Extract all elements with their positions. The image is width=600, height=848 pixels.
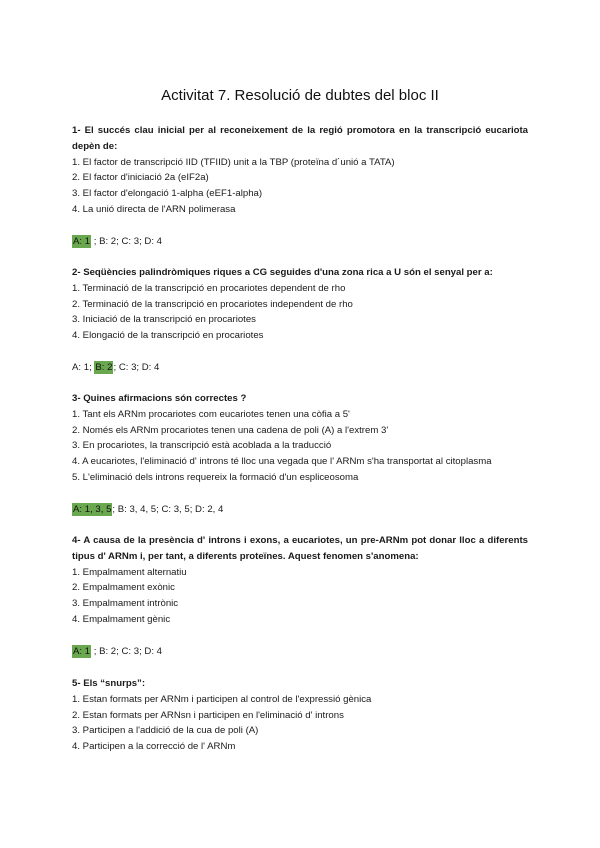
question-5-text: 5- Els “snurps”: bbox=[72, 678, 146, 689]
answer-4-correct: A: 1 bbox=[73, 646, 91, 657]
answer-2 bbox=[72, 361, 159, 375]
question-2 bbox=[72, 265, 528, 344]
question-1-option-1: 1. El factor de transcripció IID (TFIID) unit a la TBP (proteïna d´unió a TATA) bbox=[72, 156, 395, 168]
question-1-option-3: 3. El factor d'elongació 1-alpha (eEF1-alpha) bbox=[72, 188, 263, 200]
question-3-option-4: 4. A eucariotes, l'eliminació d' introns té lloc una vegada que l' ARNm s'ha transportat al citoplasma bbox=[72, 456, 492, 468]
answer-1 bbox=[72, 235, 162, 249]
question-3-option-5: 5. L'eliminació dels introns requereix la formació d'un espliceosoma bbox=[72, 471, 359, 483]
question-3-option-1: 1. Tant els ARNm procariotes com eucariotes tenen una còfia a 5' bbox=[72, 408, 350, 420]
answer-2-correct: B: 2 bbox=[95, 362, 113, 373]
question-5-option-1: 1. Estan formats per ARNm i participen al control de l'expressió gènica bbox=[72, 693, 372, 705]
question-1-option-2: 2. El factor d'iniciació 2a (eIF2a) bbox=[72, 172, 209, 184]
question-2-option-1: 1. Terminació de la transcripció en procariotes dependent de rho bbox=[72, 282, 346, 294]
answer-1-others: ; B: 2; C: 3; D: 4 bbox=[91, 236, 162, 247]
question-4-option-1: 1. Empalmament alternatiu bbox=[72, 566, 187, 578]
question-5 bbox=[72, 676, 528, 755]
question-3-text: 3- Quines afirmacions són correctes ? bbox=[72, 393, 247, 404]
question-2-text: 2- Seqüències palindròmiques riques a CG seguides d'una zona rica a U són el senyal per a: bbox=[72, 267, 493, 278]
answer-3-others: ; B: 3, 4, 5; C: 3, 5; D: 2, 4 bbox=[112, 504, 224, 515]
question-1-text: 1- El succés clau inicial per al reconeixement de la regió promotora en la transcripció eucariota depèn de: bbox=[72, 125, 528, 152]
answer-3-correct: A: 1, 3, 5 bbox=[73, 504, 112, 515]
answer-4-others: ; B: 2; C: 3; D: 4 bbox=[91, 646, 162, 657]
question-3 bbox=[72, 391, 528, 486]
question-5-option-3: 3. Participen a l'addició de la cua de poli (A) bbox=[72, 725, 259, 737]
question-4-text: 4- A causa de la presència d' introns i exons, a eucariotes, un pre-ARNm pot donar lloc a diferents tipus d' ARNm i, per tant, a diferents proteïnes. Aquest fenomen s'anomena: bbox=[72, 535, 528, 562]
page-title: Activitat 7. Resolució de dubtes del bloc II bbox=[161, 87, 439, 104]
answer-2-others: ; C: 3; D: 4 bbox=[113, 362, 160, 373]
question-4-option-3: 3. Empalmament intrònic bbox=[72, 598, 179, 610]
question-2-option-3: 3. Iniciació de la transcripció en procariotes bbox=[72, 314, 256, 326]
question-4-option-4: 4. Empalmament gènic bbox=[72, 613, 171, 625]
question-5-option-2: 2. Estan formats per ARNsn i participen en l'eliminació d' introns bbox=[72, 709, 344, 721]
question-3-option-3: 3. En procariotes, la transcripció està acoblada a la traducció bbox=[72, 440, 332, 452]
question-1-option-4: 4. La unió directa de l'ARN polimerasa bbox=[72, 203, 236, 215]
question-1 bbox=[72, 123, 528, 218]
answer-1-correct: A: 1 bbox=[73, 236, 91, 247]
question-4 bbox=[72, 533, 528, 628]
question-2-option-2: 2. Terminació de la transcripció en procariotes independent de rho bbox=[72, 298, 353, 310]
question-3-option-2: 2. Només els ARNm procariotes tenen una cadena de poli (A) a l'extrem 3' bbox=[72, 424, 389, 436]
question-4-option-2: 2. Empalmament exònic bbox=[72, 582, 175, 594]
question-2-option-4: 4. Elongació de la transcripció en procariotes bbox=[72, 330, 264, 342]
answer-4 bbox=[72, 645, 162, 659]
question-5-option-4: 4. Participen a la correcció de l' ARNm bbox=[72, 741, 236, 753]
answer-2-prefix: A: 1; bbox=[72, 362, 95, 373]
answer-3 bbox=[72, 503, 223, 517]
